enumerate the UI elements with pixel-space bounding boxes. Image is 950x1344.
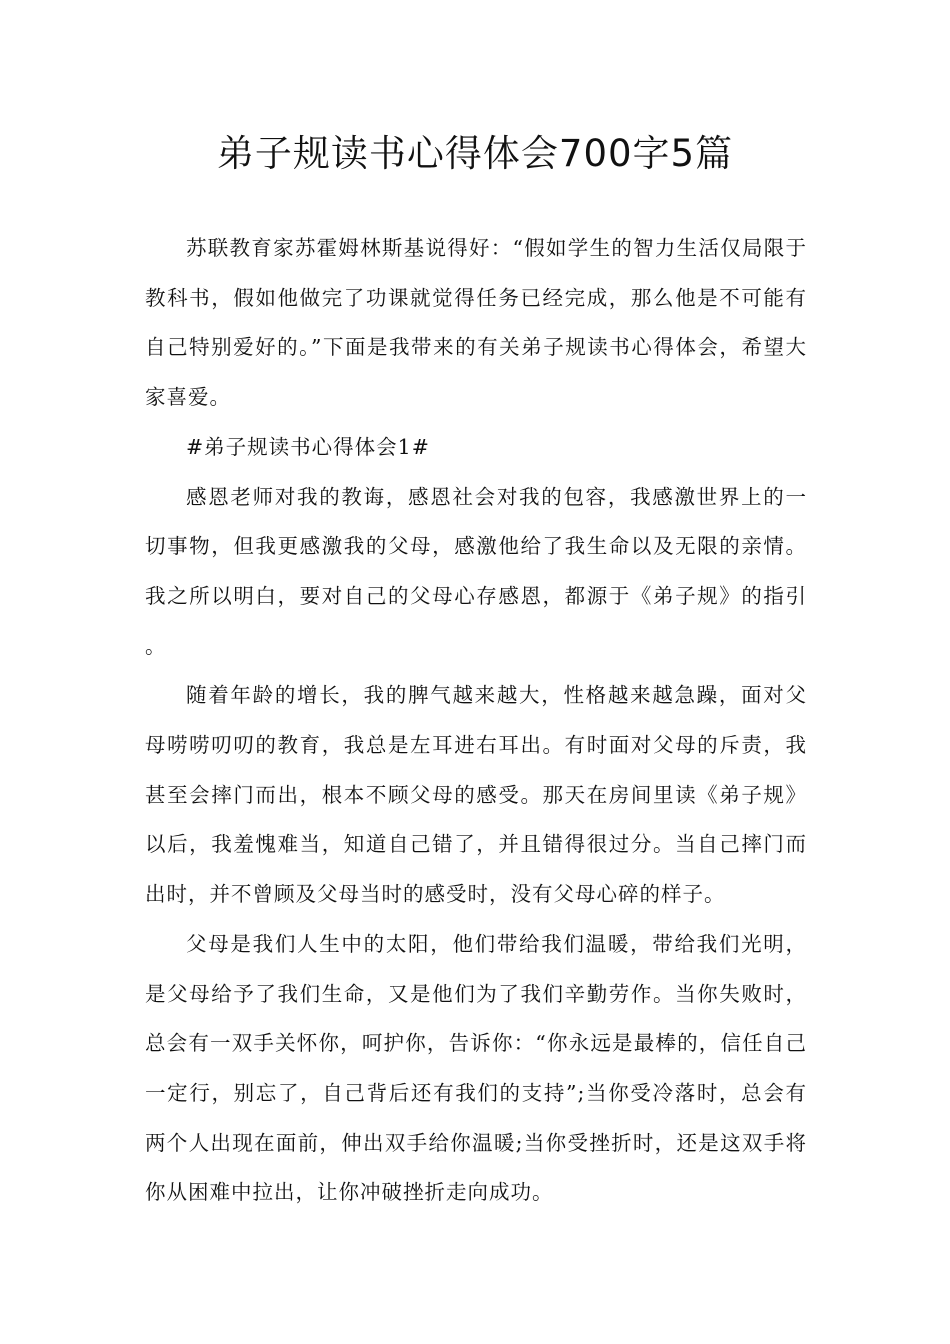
paragraph-intro: 苏联教育家苏霍姆林斯基说得好：“假如学生的智力生活仅局限于教科书，假如他做完了功课就觉得任务已经完成，那么他是不可能有自己特别爱好的。”下面是我带来的有关弟子规读书心得体会，希望大家喜爱。 bbox=[145, 236, 807, 410]
document-title: 弟子规读书心得体会700字5篇 bbox=[216, 132, 734, 175]
paragraph-parents: 父母是我们人生中的太阳，他们带给我们温暖，带给我们光明，是父母给予了我们生命，又是他们为了我们辛勤劳作。当你失败时，总会有一双手关怀你，呵护你，告诉你：“你永远是最棒的，信任自己一定行，别忘了，自己背后还有我们的支持”;当你受冷落时，总会有两个人出现在面前，伸出双手给你温暖;当你受挫折时，还是这双手将你从困难中拉出，让你冲破挫折走向成功。 bbox=[145, 931, 807, 1205]
section-heading-1: #弟子规读书心得体会1# bbox=[186, 434, 430, 459]
paragraph-gratitude: 感恩老师对我的教诲，感恩社会对我的包容，我感激世界上的一切事物，但我更感激我的父母，感激他给了我生命以及无限的亲情。我之所以明白，要对自己的父母心存感恩，都源于《弟子规》的指引。 bbox=[145, 484, 807, 658]
paragraph-temper: 随着年龄的增长，我的脾气越来越大，性格越来越急躁，面对父母唠唠叨叨的教育，我总是左耳进右耳出。有时面对父母的斥责，我甚至会摔门而出，根本不顾父母的感受。那天在房间里读《弟子规》以后，我羞愧难当，知道自己错了，并且错得很过分。当自己摔门而出时，并不曾顾及父母当时的感受时，没有父母心碎的样子。 bbox=[145, 683, 807, 907]
document-body bbox=[145, 224, 807, 1218]
